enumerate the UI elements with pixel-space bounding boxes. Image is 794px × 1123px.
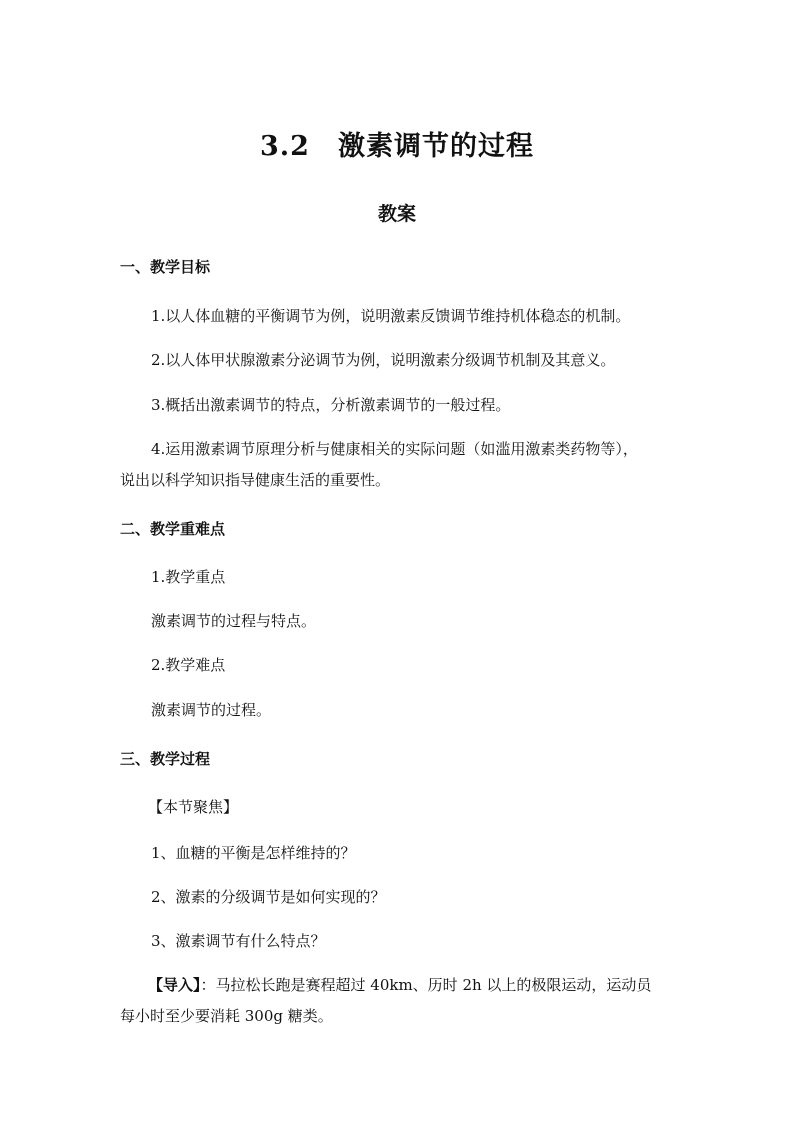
key-point-text: 激素调节的过程与特点。 — [151, 612, 317, 630]
section-heading-process: 三、教学过程 — [120, 750, 211, 768]
intro-text: ：马拉松长跑是赛程超过 40km、历时 2h 以上的极限运动，运动员 — [200, 976, 652, 994]
page-title — [0, 124, 794, 163]
difficulty-label: 2.教学难点 — [151, 656, 226, 674]
page-subtitle: 教案 — [377, 203, 416, 225]
focus-label: 【本节聚焦】 — [148, 798, 239, 816]
goal-item-1: 1.以人体血糖的平衡调节为例，说明激素反馈调节维持机体稳态的机制。 — [151, 307, 631, 325]
intro-paragraph-line-2: 每小时至少要消耗 300g 糖类。 — [120, 1007, 333, 1025]
intro-paragraph-line-1 — [148, 974, 651, 995]
title-text: 激素调节的过程 — [337, 131, 534, 162]
question-1: 1、血糖的平衡是怎样维持的？ — [151, 844, 356, 862]
question-3: 3、激素调节有什么特点？ — [151, 932, 326, 950]
goal-item-3: 3.概括出激素调节的特点，分析激素调节的一般过程。 — [151, 396, 511, 414]
title-number: 3.2 — [260, 131, 310, 162]
goal-item-2: 2.以人体甲状腺激素分泌调节为例，说明激素分级调节机制及其意义。 — [151, 351, 616, 369]
difficulty-text: 激素调节的过程。 — [151, 701, 272, 719]
section-heading-goals: 一、教学目标 — [120, 258, 211, 276]
intro-label: 【导入】 — [148, 976, 201, 994]
key-point-label: 1.教学重点 — [151, 568, 226, 586]
question-2: 2、激素的分级调节是如何实现的？ — [151, 888, 386, 906]
goal-item-4: 4.运用激素调节原理分析与健康相关的实际问题（如滥用激素类药物等）， — [151, 440, 638, 458]
section-heading-key-points: 二、教学重难点 — [120, 520, 226, 538]
goal-item-4-continued: 说出以科学知识指导健康生活的重要性。 — [120, 471, 391, 489]
